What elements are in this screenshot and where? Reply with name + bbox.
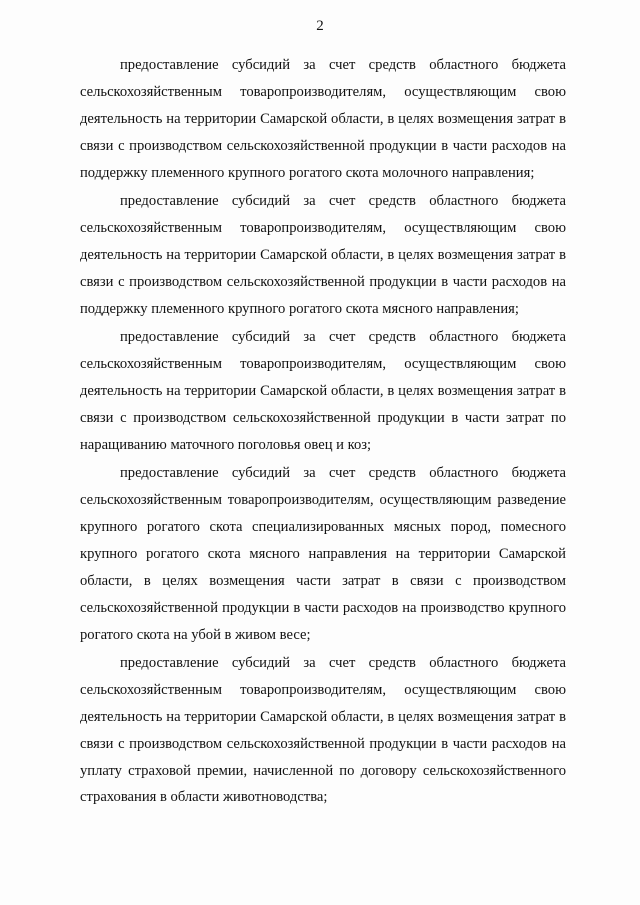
paragraph: предоставление субсидий за счет средств областного бюджета сельскохозяйственным товаропроизводителям, осуществляющим свою деятельность на территории Самарской области, в целях возмещения затрат в связи с производством сельскохозяйственной продукции в части расходов на поддержку племенного крупного рогатого скота мясного направления; <box>80 193 566 317</box>
document-body <box>80 52 566 813</box>
paragraph: предоставление субсидий за счет средств областного бюджета сельскохозяйственным товаропроизводителям, осуществляющим свою деятельность на территории Самарской области, в целях возмещения затрат в связи с производством сельскохозяйственной продукции в части расходов на уплату страховой премии, начисленной по договору сельскохозяйственного страхования в области животноводства; <box>80 654 566 806</box>
page-number: 2 <box>316 18 324 34</box>
paragraph: предоставление субсидий за счет средств областного бюджета сельскохозяйственным товаропроизводителям, осуществляющим свою деятельность на территории Самарской области, в целях возмещения затрат в связи с производством сельскохозяйственной продукции в части расходов на поддержку племенного крупного рогатого скота молочного направления; <box>80 57 566 181</box>
paragraph: предоставление субсидий за счет средств областного бюджета сельскохозяйственным товаропроизводителям, осуществляющим разведение крупного рогатого скота специализированных мясных пород, помесного крупного рогатого скота мясного направления на территории Самарской области, в целях возмещения части затрат в связи с производством сельскохозяйственной продукции в части расходов на производство крупного рогатого скота на убой в живом весе; <box>80 465 566 643</box>
paragraph: предоставление субсидий за счет средств областного бюджета сельскохозяйственным товаропроизводителям, осуществляющим свою деятельность на территории Самарской области, в целях возмещения затрат в связи с производством сельскохозяйственной продукции в части затрат по наращиванию маточного поголовья овец и коз; <box>80 329 566 453</box>
